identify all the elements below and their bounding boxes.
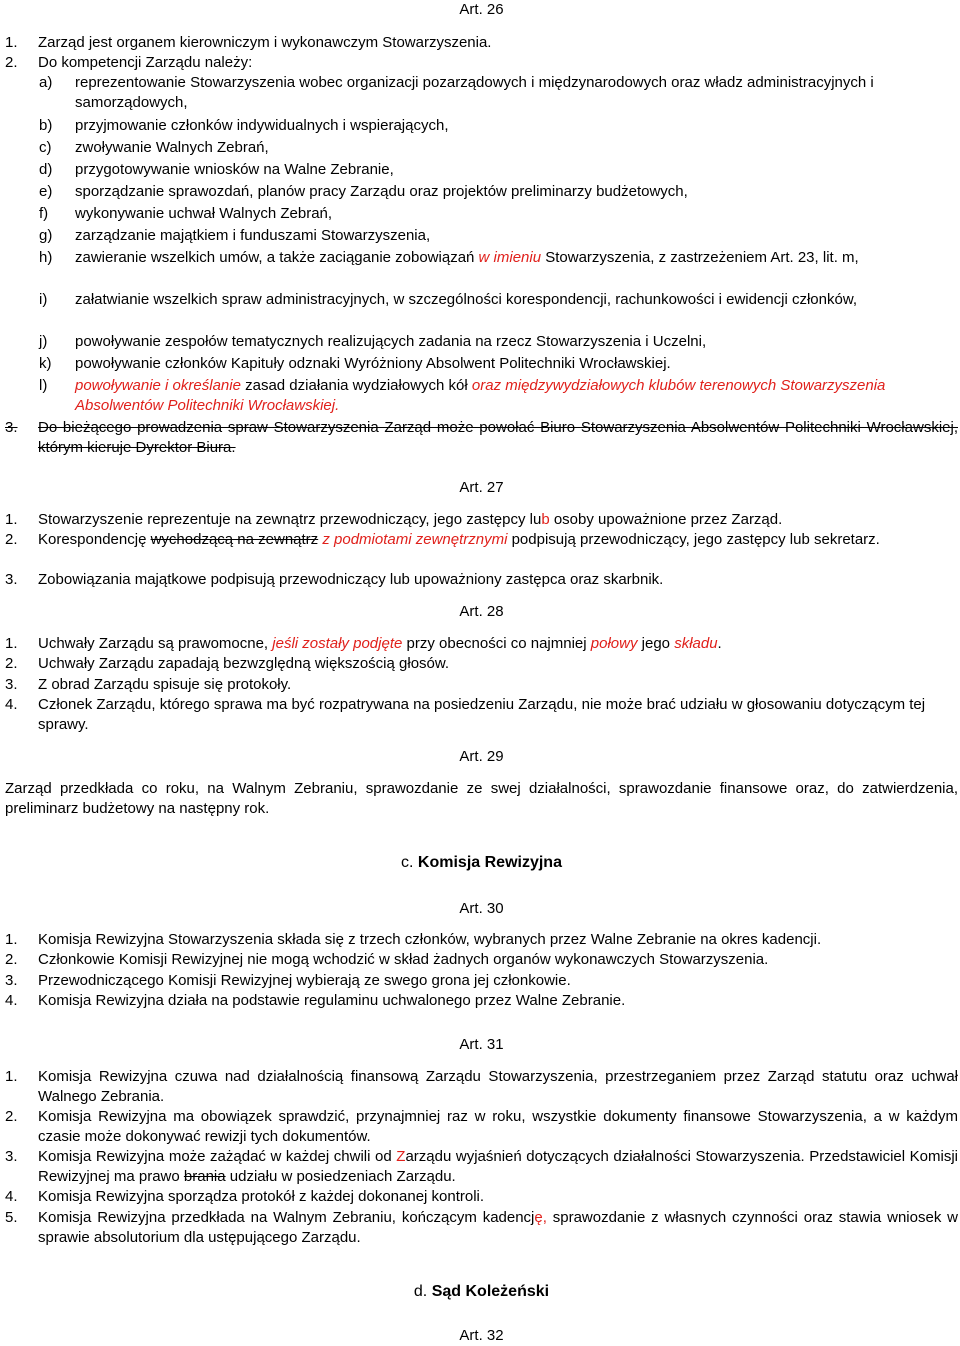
para-number: 2. bbox=[5, 951, 18, 968]
added-text: w imieniu bbox=[478, 249, 542, 266]
art26-para-2 bbox=[5, 53, 958, 73]
added-text: składu bbox=[674, 635, 718, 652]
item-text: załatwianie wszelkich spraw administracyjnych, w szczególności korespondencji, rachunkowości i ewidencji członków, bbox=[75, 291, 858, 308]
para-number: 2. bbox=[5, 655, 18, 672]
para-number: 3. bbox=[5, 419, 18, 436]
art26-item-l bbox=[5, 376, 958, 416]
para-text: Członkowie Komisji Rewizyjnej nie mogą wchodzić w skład żadnych organów wykonawczych Stowarzyszenia. bbox=[38, 951, 769, 968]
art26-item-d bbox=[5, 160, 958, 180]
art30-para-1 bbox=[5, 930, 958, 950]
para-text: Przewodniczącego Komisji Rewizyjnej wybierają ze swego grona jej członkowie. bbox=[38, 972, 571, 989]
art28-para-1 bbox=[5, 634, 958, 654]
para-number: 3. bbox=[5, 1148, 18, 1165]
deleted-text: brania bbox=[183, 1168, 226, 1185]
para-text: Komisja Rewizyjna działa na podstawie regulaminu uchwalonego przez Walne Zebranie. bbox=[38, 992, 626, 1009]
item-label: f) bbox=[39, 205, 49, 222]
art32-heading: Art. 32 bbox=[459, 1327, 504, 1344]
art27-para-2 bbox=[5, 530, 958, 550]
added-text: powoływanie i określanie bbox=[75, 377, 241, 394]
added-text: ę, bbox=[534, 1209, 547, 1226]
section-c-heading: c. Komisja Rewizyjna bbox=[401, 854, 562, 871]
item-label: e) bbox=[39, 183, 53, 200]
para-number: 2. bbox=[5, 54, 18, 71]
art28-para-2 bbox=[5, 654, 958, 674]
added-text: Z bbox=[396, 1148, 406, 1165]
item-text: powoływanie zespołów tematycznych realizujących zadania na rzecz Stowarzyszenia i Uczelni, bbox=[75, 333, 707, 350]
added-text: połowy bbox=[590, 635, 638, 652]
para-number: 1. bbox=[5, 34, 18, 51]
art26-item-c bbox=[5, 138, 958, 158]
art31-para-1 bbox=[5, 1067, 958, 1107]
item-text: powoływanie członków Kapituły odznaki Wyróżniony Absolwent Politechniki Wrocławskiej. bbox=[75, 355, 671, 372]
added-text: jeśli zostały podjęte bbox=[272, 635, 403, 652]
item-label: j) bbox=[39, 333, 48, 350]
item-label: a) bbox=[39, 74, 53, 91]
art31-para-4 bbox=[5, 1187, 958, 1207]
item-label: h) bbox=[39, 249, 53, 266]
para-text: Komisja Rewizyjna sporządza protokół z każdej dokonanej kontroli. bbox=[38, 1188, 485, 1205]
deleted-text: wychodzącą na zewnątrz bbox=[150, 531, 319, 548]
para-number: 5. bbox=[5, 1209, 18, 1226]
item-label: d) bbox=[39, 161, 53, 178]
item-text: zwoływanie Walnych Zebrań, bbox=[75, 139, 269, 156]
para-number: 3. bbox=[5, 571, 18, 588]
art31-para-3 bbox=[5, 1147, 958, 1187]
item-text: reprezentowanie Stowarzyszenia wobec organizacji pozarządowych i międzynarodowych oraz władz administracyjnych i samorządowych, bbox=[75, 74, 874, 111]
para-text: Komisja Rewizyjna może zażądać w każdej chwili od Zarządu wyjaśnień dotyczących działalności Stowarzyszenia. Przedstawiciel Komisji Rewizyjnej ma prawo brania udziału w posiedzeniach Zarządu. bbox=[38, 1148, 958, 1185]
para-text: Komisja Rewizyjna czuwa nad działalnością finansową Zarządu Stowarzyszenia, przestrzeganiem przez Zarząd statutu oraz uchwał Walnego Zebrania. bbox=[38, 1068, 958, 1105]
item-label: g) bbox=[39, 227, 53, 244]
para-number: 1. bbox=[5, 1068, 18, 1085]
art29-text: Zarząd przedkłada co roku, na Walnym Zebraniu, sprawozdanie ze swej działalności, sprawozdanie finansowe oraz, do zatwierdzenia, preliminarz budżetowy na następny rok. bbox=[5, 780, 958, 817]
art30-para-2 bbox=[5, 950, 958, 970]
item-label: k) bbox=[39, 355, 52, 372]
para-text: Z obrad Zarządu spisuje się protokoły. bbox=[38, 676, 292, 693]
para-number: 4. bbox=[5, 696, 18, 713]
added-text: oraz międzywydziałowych klubów terenowych Stowarzyszenia Absolwentów Politechniki Wrocławskiej. bbox=[75, 377, 886, 414]
para-text: Uchwały Zarządu są prawomocne, jeśli zostały podjęte przy obecności co najmniej połowy jego składu. bbox=[38, 635, 722, 652]
item-text: zawieranie wszelkich umów, a także zaciąganie zobowiązań w imieniu Stowarzyszenia, z zastrzeżeniem Art. 23, lit. m, bbox=[75, 249, 859, 266]
art26-heading: Art. 26 bbox=[459, 1, 504, 18]
art29-heading: Art. 29 bbox=[459, 748, 504, 765]
para-text: Stowarzyszenie reprezentuje na zewnątrz przewodniczący, jego zastępcy lub osoby upoważnione przez Zarząd. bbox=[38, 511, 783, 528]
art27-para-3 bbox=[5, 570, 958, 590]
art27-heading: Art. 27 bbox=[459, 479, 504, 496]
art26-item-g bbox=[5, 226, 958, 246]
art26-item-e bbox=[5, 182, 958, 202]
item-text: zarządzanie majątkiem i funduszami Stowarzyszenia, bbox=[75, 227, 431, 244]
para-number: 1. bbox=[5, 931, 18, 948]
para-number: 1. bbox=[5, 511, 18, 528]
art26-para-3 bbox=[5, 418, 958, 458]
art26-item-j bbox=[5, 332, 958, 352]
item-text: przygotowywanie wniosków na Walne Zebranie, bbox=[75, 161, 394, 178]
section-title: Komisja Rewizyjna bbox=[417, 854, 562, 871]
section-d-heading: d. Sąd Koleżeński bbox=[413, 1283, 550, 1300]
para-text: Zobowiązania majątkowe podpisują przewodniczący lub upoważniony zastępca oraz skarbnik. bbox=[38, 571, 664, 588]
item-text: powoływanie i określanie zasad działania wydziałowych kół oraz międzywydziałowych klubów terenowych Stowarzyszenia Absolwentów Politechniki Wrocławskiej. bbox=[75, 377, 886, 414]
art26-item-a bbox=[5, 73, 958, 113]
para-number: 3. bbox=[5, 676, 18, 693]
art31-para-2 bbox=[5, 1107, 958, 1147]
item-text: sporządzanie sprawozdań, planów pracy Zarządu oraz projektów preliminarzy budżetowych, bbox=[75, 183, 688, 200]
art26-para-1 bbox=[5, 33, 958, 53]
item-label: c) bbox=[39, 139, 52, 156]
art26-item-h bbox=[5, 248, 958, 268]
section-title: Sąd Koleżeński bbox=[431, 1283, 550, 1300]
art31-para-5 bbox=[5, 1208, 958, 1248]
item-label: b) bbox=[39, 117, 53, 134]
para-text: Komisja Rewizyjna Stowarzyszenia składa się z trzech członków, wybranych przez Walne Zebranie na okres kadencji. bbox=[38, 931, 822, 948]
art26-item-k bbox=[5, 354, 958, 374]
para-text: Uchwały Zarządu zapadają bezwzględną większością głosów. bbox=[38, 655, 450, 672]
para-text: Zarząd jest organem kierowniczym i wykonawczym Stowarzyszenia. bbox=[38, 34, 492, 51]
item-label: l) bbox=[39, 377, 48, 394]
para-number: 3. bbox=[5, 972, 18, 989]
art26-item-i bbox=[5, 290, 958, 310]
added-text: z podmiotami zewnętrznymi bbox=[318, 531, 508, 548]
art26-item-f bbox=[5, 204, 958, 224]
art30-para-4 bbox=[5, 991, 958, 1011]
para-text: Członek Zarządu, którego sprawa ma być rozpatrywana na posiedzeniu Zarządu, nie może brać udziału w głosowaniu dotyczącym tej sprawy. bbox=[38, 696, 926, 733]
item-text: przyjmowanie członków indywidualnych i wspierających, bbox=[75, 117, 449, 134]
para-text: Komisja Rewizyjna przedkłada na Walnym Zebraniu, kończącym kadencję, sprawozdanie z własnych czynności oraz stawia wniosek w sprawie absolutorium dla ustępującego Zarządu. bbox=[38, 1209, 958, 1246]
art31-heading: Art. 31 bbox=[459, 1036, 504, 1053]
art28-para-4 bbox=[5, 695, 958, 735]
para-number: 4. bbox=[5, 1188, 18, 1205]
para-text: Do kompetencji Zarządu należy: bbox=[38, 54, 253, 71]
item-text: wykonywanie uchwał Walnych Zebrań, bbox=[75, 205, 333, 222]
art26-item-b bbox=[5, 116, 958, 136]
art27-para-1 bbox=[5, 510, 958, 530]
para-number: 4. bbox=[5, 992, 18, 1009]
art28-heading: Art. 28 bbox=[459, 603, 504, 620]
art30-heading: Art. 30 bbox=[459, 900, 504, 917]
para-number: 2. bbox=[5, 531, 18, 548]
deleted-text: Do bieżącego prowadzenia spraw Stowarzyszenia Zarząd może powołać Biuro Stowarzyszenia Absolwentów Politechniki Wrocławskiej, którym kieruje Dyrektor Biura. bbox=[38, 419, 958, 456]
art30-para-3 bbox=[5, 971, 958, 991]
added-text: b bbox=[541, 511, 550, 528]
item-label: i) bbox=[39, 291, 48, 308]
art28-para-3 bbox=[5, 675, 958, 695]
para-number: 1. bbox=[5, 635, 18, 652]
para-text: Komisja Rewizyjna ma obowiązek sprawdzić, przynajmniej raz w roku, wszystkie dokumenty finansowe Stowarzyszenia, a w każdym czasie może dokonywać rewizji tych dokumentów. bbox=[38, 1108, 958, 1145]
para-number: 2. bbox=[5, 1108, 18, 1125]
para-text: Korespondencję wychodzącą na zewnątrz z podmiotami zewnętrznymi podpisują przewodniczący, jego zastępcy lub sekretarz. bbox=[38, 531, 880, 548]
